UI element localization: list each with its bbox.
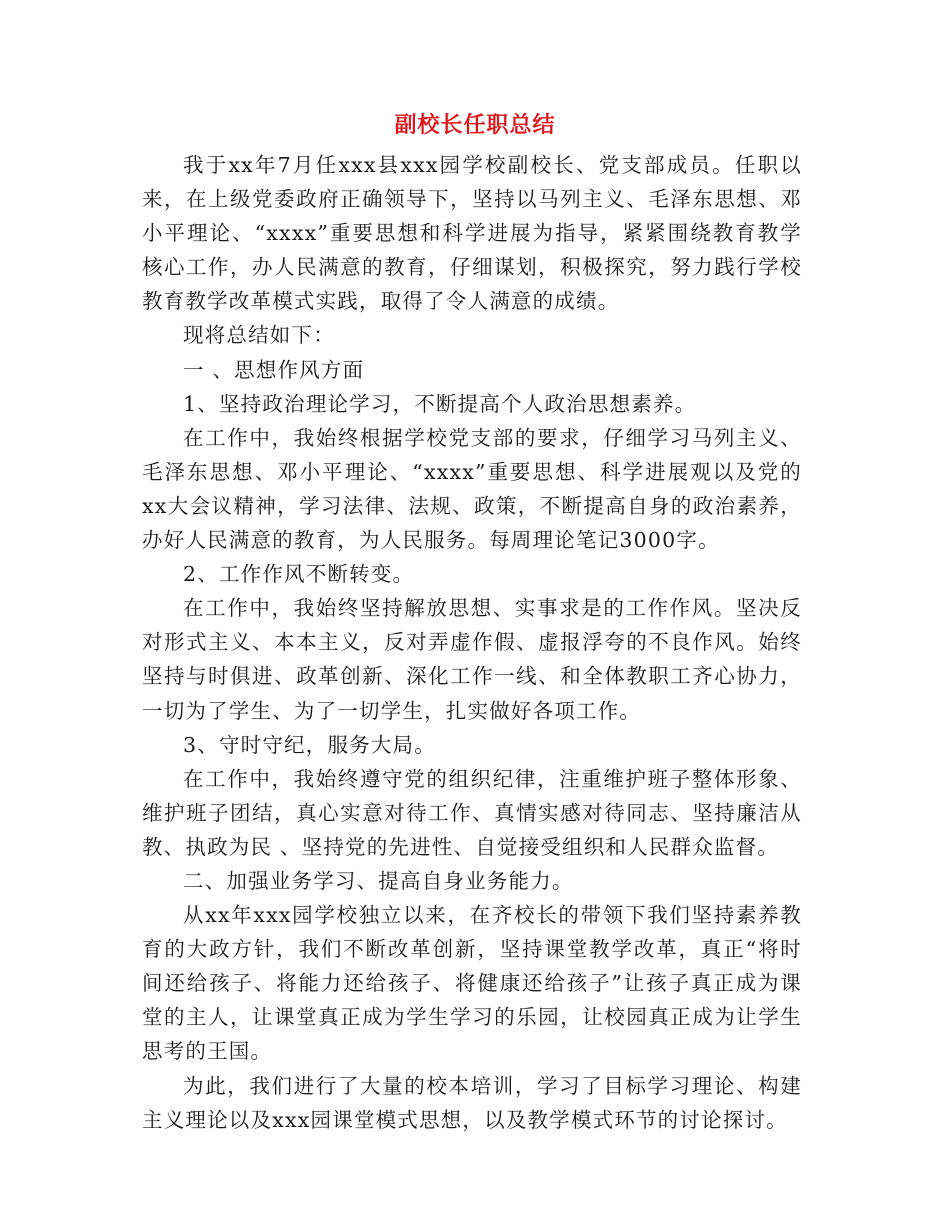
paragraph-line: 3、守时守纪，服务大局。 [183, 732, 436, 757]
paragraph [142, 1069, 802, 1137]
paragraph-line: 维护班子团结，真心实意对待工作、真情实感对待同志、坚持廉洁从 [142, 800, 802, 825]
paragraph-line: 在工作中，我始终根据学校党支部的要求，仔细学习马列主义、 [183, 425, 802, 450]
paragraph-line: 堂的主人，让课堂真正成为学生学习的乐园，让校园真正成为让学生 [142, 1005, 802, 1030]
paragraph-line: 育的大政方针，我们不断改革创新，坚持课堂教学改革，真正“将时 [142, 937, 802, 962]
paragraph [142, 421, 802, 557]
paragraph-line: 为此，我们进行了大量的校本培训，学习了目标学习理论、构建 [183, 1073, 802, 1098]
paragraph-line: 间还给孩子、将能力还给孩子、将健康还给孩子”让孩子真正成为课 [142, 971, 802, 996]
paragraph [142, 898, 802, 1068]
paragraph-line: 二、加强业务学习、提高自身业务能力。 [183, 868, 574, 893]
paragraph-line: 来，在上级党委政府正确领导下，坚持以马列主义、毛泽东思想、邓 [142, 187, 802, 212]
paragraph [142, 864, 802, 898]
paragraph [142, 762, 802, 864]
paragraph [142, 353, 802, 387]
paragraph-line: 1、坚持政治理论学习，不断提高个人政治思想素养。 [183, 391, 697, 416]
paragraph-line: 毛泽东思想、邓小平理论、“xxxx”重要思想、科学进展观以及党的 [142, 459, 802, 484]
paragraph-line: 教、执政为民 、坚持党的先进性、自觉接受组织和人民群众监督。 [142, 834, 780, 859]
paragraph [142, 591, 802, 727]
paragraph-line: xx大会议精神，学习法律、法规、政策，不断提高自身的政治素养， [142, 493, 802, 518]
document-body [142, 148, 802, 1137]
paragraph-line: 主义理论以及xxx园课堂模式思想，以及教学模式环节的讨论探讨。 [142, 1107, 788, 1132]
paragraph-line: 核心工作，办人民满意的教育，仔细谋划，积极探究，努力践行学校 [142, 255, 802, 280]
paragraph [142, 728, 802, 762]
paragraph-line: 办好人民满意的教育，为人民服务。每周理论笔记3000字。 [142, 528, 720, 553]
paragraph-line: 思考的王国。 [142, 1039, 273, 1064]
paragraph [142, 557, 802, 591]
paragraph [142, 148, 802, 318]
paragraph-line: 对形式主义、本本主义，反对弄虚作假、虚报浮夸的不良作风。始终 [142, 630, 802, 655]
paragraph-line: 在工作中，我始终坚持解放思想、实事求是的工作作风。坚决反 [183, 596, 802, 621]
paragraph-line: 从xx年xxx园学校独立以来，在齐校长的带领下我们坚持素养教 [183, 903, 802, 928]
paragraph-line: 在工作中，我始终遵守党的组织纪律，注重维护班子整体形象、 [183, 766, 802, 791]
paragraph-line: 坚持与时俱进、政革创新、深化工作一线、和全体教职工齐心协力， [142, 664, 802, 689]
document-title: 副校长任职总结 [394, 112, 556, 138]
paragraph-line: 我于xx年7月任xxx县xxx园学校副校长、党支部成员。任职以 [183, 153, 802, 177]
paragraph-line: 教育教学改革模式实践，取得了令人满意的成绩。 [142, 289, 620, 314]
paragraph-line: 现将总结如下： [183, 323, 335, 348]
paragraph-line: 一切为了学生、为了一切学生，扎实做好各项工作。 [142, 698, 642, 723]
paragraph-line: 一 、思想作风方面 [183, 357, 365, 382]
paragraph [142, 318, 802, 352]
paragraph [142, 387, 802, 421]
paragraph-line: 小平理论、“xxxx”重要思想和科学进展为指导，紧紧围绕教育教学 [142, 221, 802, 246]
paragraph-line: 2、工作作风不断转变。 [183, 562, 415, 587]
